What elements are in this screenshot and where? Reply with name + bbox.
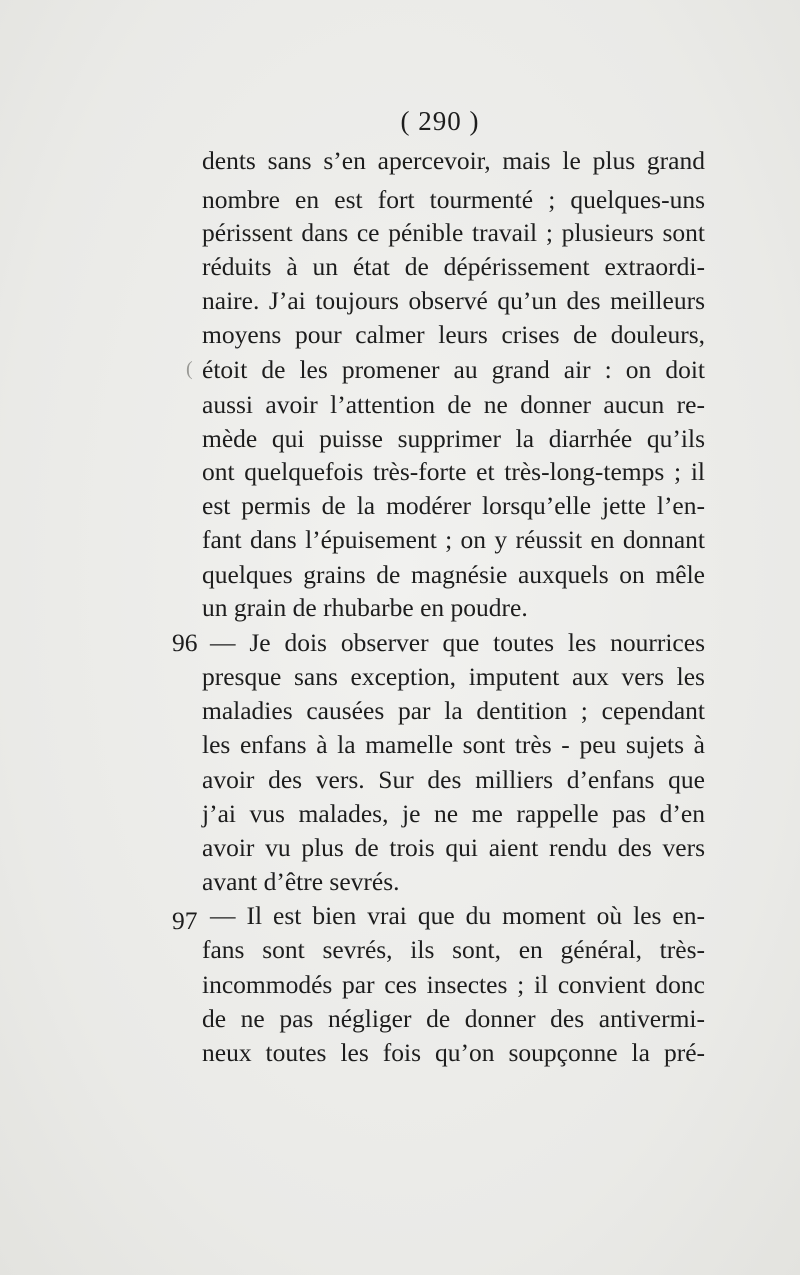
text-line-12: fant dans l’épuisement ; on y réussit en donnant bbox=[202, 525, 705, 554]
paragraph-number-97: 97 bbox=[172, 906, 198, 935]
page-number: ( 290 ) bbox=[400, 106, 480, 136]
text-line-23: — Il est bien vrai que du moment où les en- bbox=[210, 901, 705, 930]
text-line-2: nombre en est fort tourmenté ; quelques-uns bbox=[202, 185, 705, 214]
text-line-16: presque sans exception, imputent aux vers les bbox=[202, 662, 705, 691]
text-line-10: ont quelquefois très-forte et très-long-temps ; il bbox=[202, 457, 705, 486]
text-line-3: périssent dans ce pénible travail ; plusieurs sont bbox=[202, 218, 705, 247]
text-line-24: fans sont sevrés, ils sont, en général, très- bbox=[202, 935, 705, 964]
text-line-14: un grain de rhubarbe en poudre. bbox=[202, 593, 528, 622]
paragraph-number-96: 96 bbox=[172, 628, 198, 657]
text-line-27: neux toutes les fois qu’on soupçonne la pré- bbox=[202, 1038, 705, 1067]
text-line-20: j’ai vus malades, je ne me rappelle pas d’en bbox=[202, 799, 705, 828]
text-line-6: moyens pour calmer leurs crises de douleurs, bbox=[202, 320, 705, 349]
text-line-7: étoit de les promener au grand air : on doit bbox=[202, 355, 705, 384]
text-line-4: réduits à un état de dépérissement extraordi- bbox=[202, 252, 705, 281]
text-line-13: quelques grains de magnésie auxquels on mêle bbox=[202, 560, 705, 589]
text-line-22: avant d’être sevrés. bbox=[202, 867, 400, 896]
text-line-8: aussi avoir l’attention de ne donner aucun re- bbox=[202, 390, 705, 419]
margin-mark: ( bbox=[186, 358, 193, 380]
text-line-26: de ne pas négliger de donner des antivermi- bbox=[202, 1004, 705, 1033]
text-line-15: — Je dois observer que toutes les nourrices bbox=[210, 628, 705, 657]
text-line-18: les enfans à la mamelle sont très - peu sujets à bbox=[202, 730, 705, 759]
text-line-9: mède qui puisse supprimer la diarrhée qu’ils bbox=[202, 424, 705, 453]
text-line-19: avoir des vers. Sur des milliers d’enfans que bbox=[202, 765, 705, 794]
text-line-1: dents sans s’en apercevoir, mais le plus grand bbox=[202, 146, 705, 175]
text-line-5: naire. J’ai toujours observé qu’un des meilleurs bbox=[202, 286, 705, 315]
text-line-17: maladies causées par la dentition ; cependant bbox=[202, 696, 705, 725]
text-line-21: avoir vu plus de trois qui aient rendu des vers bbox=[202, 833, 705, 862]
text-line-25: incommodés par ces insectes ; il convient donc bbox=[202, 970, 705, 999]
text-line-11: est permis de la modérer lorsqu’elle jette l’en- bbox=[202, 491, 705, 520]
